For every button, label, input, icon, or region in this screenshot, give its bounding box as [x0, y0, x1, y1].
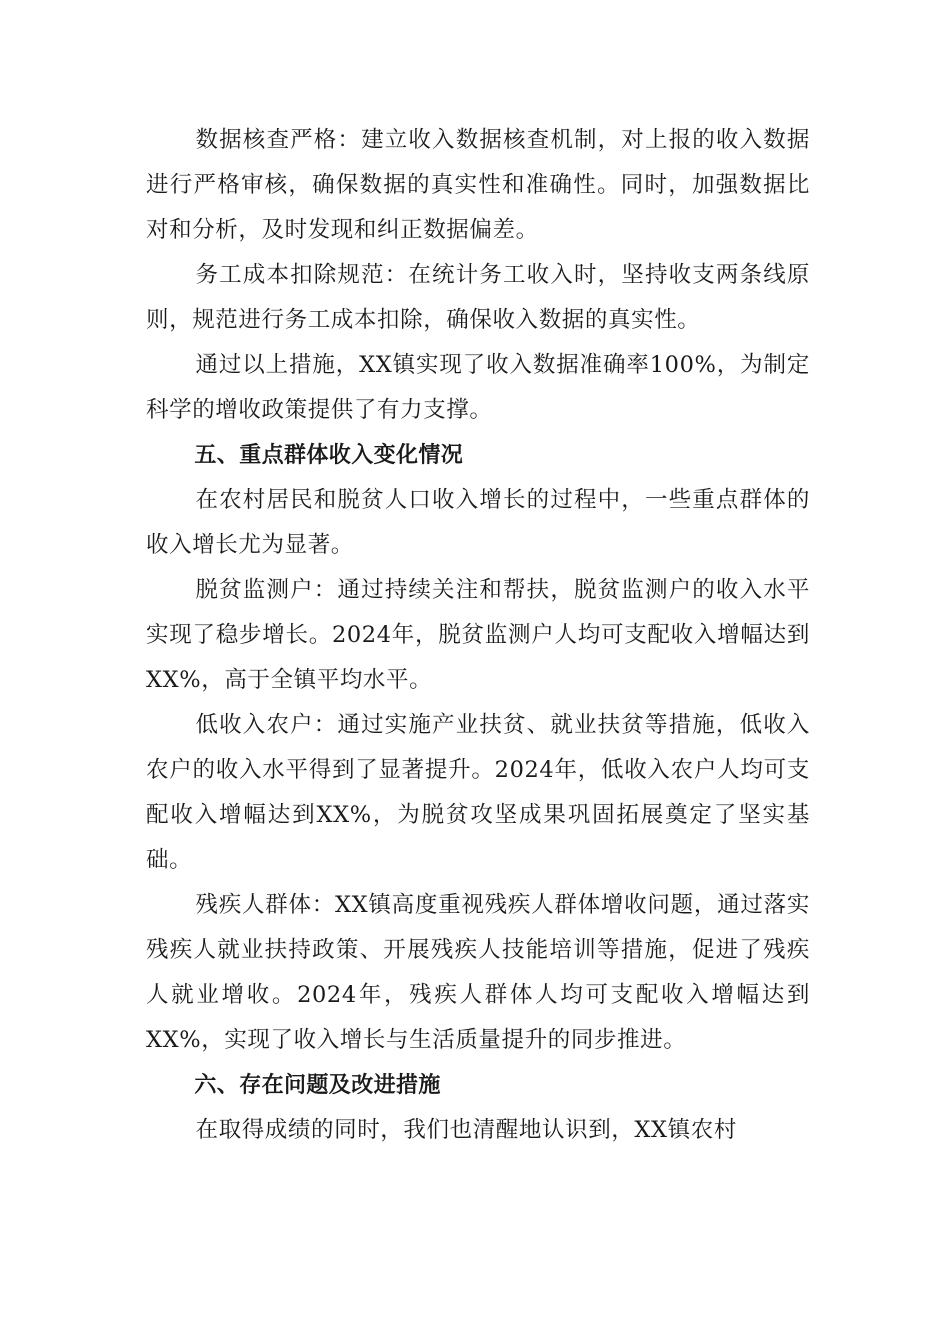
paragraph-problems-intro: 在取得成绩的同时，我们也清醒地认识到，XX镇农村	[195, 1117, 737, 1143]
section-heading-problems: 六、存在问题及改进措施	[194, 1073, 441, 1098]
document-page	[146, 118, 810, 1153]
paragraph-key-groups-intro: 在农村居民和脱贫人口收入增长的过程中，一些重点群体的收入增长尤为显著。	[146, 487, 810, 558]
paragraph-data-verification: 数据核查严格：建立收入数据核查机制，对上报的收入数据进行严格审核，确保数据的真实性和准确性。同时，加强数据比对和分析，及时发现和纠正数据偏差。	[146, 127, 810, 243]
paragraph-low-income-households: 低收入农户：通过实施产业扶贫、就业扶贫等措施，低收入农户的收入水平得到了显著提升。2024年，低收入农户人均可支配收入增幅达到XX%，为脱贫攻坚成果巩固拓展奠定了坚实基础。	[146, 712, 810, 873]
paragraph-poverty-monitoring-households: 脱贫监测户：通过持续关注和帮扶，脱贫监测户的收入水平实现了稳步增长。2024年，脱贫监测户人均可支配收入增幅达到XX%，高于全镇平均水平。	[146, 577, 810, 693]
section-heading-key-groups: 五、重点群体收入变化情况	[194, 443, 464, 468]
paragraph-measures-summary: 通过以上措施，XX镇实现了收入数据准确率100%，为制定科学的增收政策提供了有力支撑。	[146, 352, 810, 423]
paragraph-labor-cost-deduction: 务工成本扣除规范：在统计务工收入时，坚持收支两条线原则，规范进行务工成本扣除，确保收入数据的真实性。	[146, 262, 810, 333]
paragraph-disabled-group: 残疾人群体：XX镇高度重视残疾人群体增收问题，通过落实残疾人就业扶持政策、开展残疾人技能培训等措施，促进了残疾人就业增收。2024年，残疾人群体人均可支配收入增幅达到XX%，实现了收入增长与生活质量提升的同步推进。	[146, 892, 810, 1053]
